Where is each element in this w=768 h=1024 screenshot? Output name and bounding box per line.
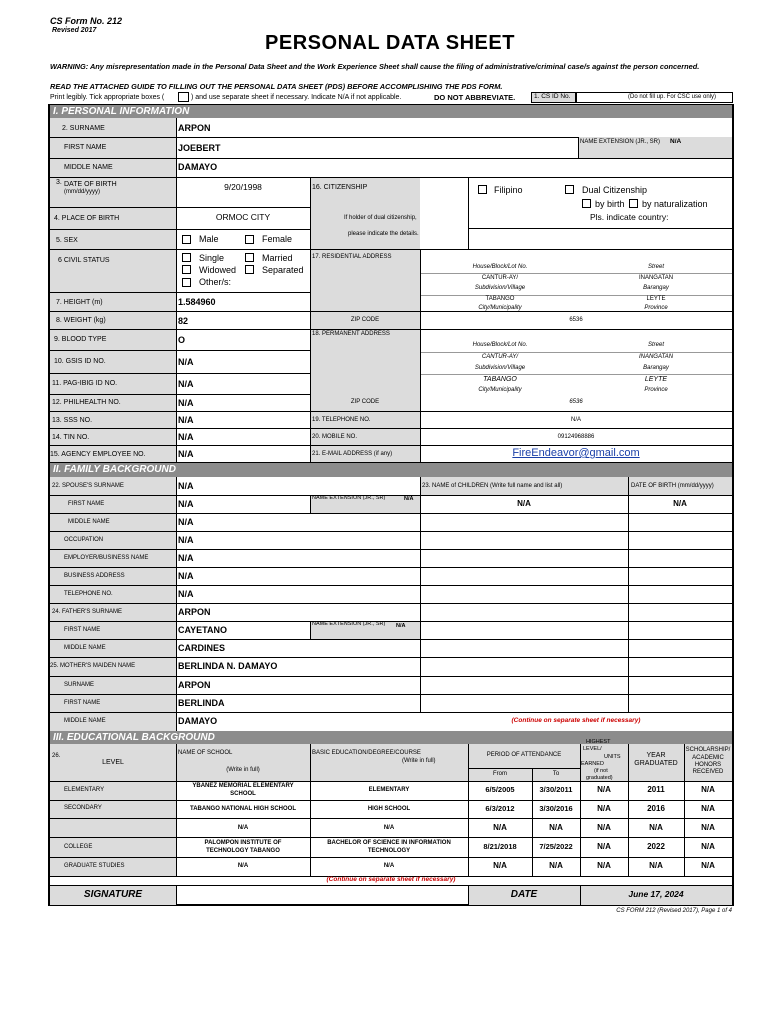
spouse-middle-label: MIDDLE NAME [68,519,110,525]
mother-maiden-label: 25. MOTHER'S MAIDEN NAME [50,663,136,669]
edu-level-graduate: GRADUATE STUDIES [64,863,125,869]
citizenship-label: 16. CITIZENSHIP [312,184,368,191]
gsis-label: 10. GSIS ID NO. [54,358,106,365]
honors-header-2: ACADEMIC [692,755,724,761]
date-value[interactable]: June 17, 2024 [628,889,684,899]
civil-single-checkbox[interactable] [182,253,191,262]
surname-label: 2. SURNAME [62,125,105,132]
name-extension-label: NAME EXTENSION (JR., SR) [580,139,661,145]
print-legibly-text: Print legibly. Tick appropriate boxes ( [50,94,165,101]
honors-header-3: HONORS [694,762,722,768]
pagibig-value[interactable]: N/A [178,379,194,389]
from-header: From [493,771,507,777]
name-extension-value[interactable]: N/A [670,138,682,145]
tin-label: 14. TIN NO. [52,434,90,441]
family-continue-note: (Continue on separate sheet if necessary) [511,717,641,724]
family-label-column [50,477,176,731]
year-header-2: GRADUATED [634,760,678,767]
children-label: 23. NAME of CHILDREN (Write full name and list all) [422,483,563,489]
spouse-ext-label: NAME EXTENSION (JR., SR) [312,495,386,501]
edu-to[interactable]: 3/30/2016 [539,804,573,813]
edu-course[interactable]: N/A [383,825,395,831]
blood-type-label: 9. BLOOD TYPE [54,336,107,343]
perm-province-label: Province [644,387,668,393]
units-header-4: EARNED [581,761,604,767]
dob-format: (mm/dd/yyyy) [64,189,100,195]
civil-others-checkbox[interactable] [182,278,191,287]
edu-year[interactable]: 2016 [647,804,665,813]
child-dob-value[interactable]: N/A [673,499,687,508]
occupation-value[interactable]: N/A [178,535,194,545]
father-first-label: FIRST NAME [64,627,101,633]
father-ext-label: NAME EXTENSION (JR., SR) [312,621,386,627]
dual-note-2: please indicate the details. [348,231,419,237]
edu-level-secondary: SECONDARY [64,805,102,811]
email-value[interactable]: FireEndeavor@gmail.com [512,447,640,459]
edu-school-line1[interactable]: YBAÑEZ MEMORIAL ELEMENTARY [192,783,294,789]
edu-from[interactable]: N/A [493,823,507,832]
business-address-value[interactable]: N/A [178,571,194,581]
occupation-label: OCCUPATION [64,537,104,543]
sex-male-checkbox[interactable] [182,235,191,244]
first-name-value[interactable]: JOEBERT [178,143,221,153]
edu-year[interactable]: 2022 [647,842,665,851]
first-name-label: FIRST NAME [64,144,107,151]
form-revision: Revised 2017 [52,27,97,34]
citizen-filipino-label: Filipino [494,185,523,195]
place-of-birth-value[interactable]: ORMOC CITY [215,212,271,222]
father-surname-value[interactable]: ARPON [178,607,211,617]
do-not-abbreviate: DO NOT ABBREVIATE. [434,93,516,102]
res-house-label: House/Block/Lot No. [472,264,528,270]
edu-from[interactable]: 8/21/2018 [483,842,517,851]
signature-field[interactable] [177,886,468,905]
education-level-column [50,781,176,876]
signature-label: SIGNATURE [83,889,143,900]
honors-header-4: RECEIVED [692,769,724,775]
edu-year[interactable]: 2011 [647,785,665,794]
edu-course-line1[interactable]: BACHELOR OF SCIENCE IN INFORMATION [327,840,451,846]
edu-units[interactable]: N/A [597,823,611,832]
tick-sample-checkbox [178,92,189,102]
citizen-by-naturalization-label: by naturalization [642,199,708,209]
perm-subdivision-label: Subdivision/Village [474,365,526,371]
mother-first-label: FIRST NAME [64,700,101,706]
weight-value[interactable]: 82 [178,316,189,326]
res-street-value[interactable]: INANGATAN [638,275,674,281]
spouse-telephone-label: TELEPHONE NO. [64,591,113,597]
edu-school-line1[interactable]: N/A [237,825,249,831]
father-surname-label: 24. FATHER'S SURNAME [52,609,123,615]
edu-to[interactable]: N/A [549,823,563,832]
mobile-value[interactable]: 09124968886 [557,434,595,440]
father-middle-value[interactable]: CARDINES [178,643,226,653]
res-barangay-label: Barangay [643,285,669,291]
height-value[interactable]: 1.584960 [178,297,216,307]
citizen-country-label: Pls. indicate country: [590,212,669,222]
period-header: PERIOD OF ATTENDANCE [486,752,562,758]
education-continue-note: (Continue on separate sheet if necessary) [326,876,456,883]
email-label: 21. E-MAIL ADDRESS (if any) [312,451,393,457]
mother-surname-label: SURNAME [64,682,95,688]
spouse-surname-label: 22. SPOUSE'S SURNAME [52,483,124,489]
edu-to[interactable]: 7/25/2022 [539,842,573,851]
res-zip-label: ZIP CODE [350,317,380,323]
res-city-label: City/Municipality [478,305,522,311]
course-header-sub: (Write in full) [402,758,436,764]
edu-school-line2[interactable]: SCHOOL [230,791,256,797]
edu-honors[interactable]: N/A [701,804,715,813]
education-number: 26. [52,753,61,759]
pagibig-label: 11. PAG-IBIG ID NO. [52,380,118,387]
res-subdivision-label: Subdivision/Village [474,285,526,291]
civil-widowed-label: Widowed [199,265,237,275]
res-city-value[interactable]: TABANGO [485,296,515,302]
residential-address-label: 17. RESIDENTIAL ADDRESS [312,254,392,260]
edu-units[interactable]: N/A [597,842,611,851]
print-legibly-text-2: ) and use separate sheet if necessary. Indicate N/A if not applicable. [191,94,402,101]
edu-school-line2[interactable]: TECHNOLOGY TABANGO [206,848,280,854]
children-dob-label: DATE OF BIRTH (mm/dd/yyyy) [631,483,714,489]
school-header-sub: (Write in full) [226,767,260,773]
section-educational-background: III. EDUCATIONAL BACKGROUND [50,731,732,744]
civil-status-label: 6 CIVIL STATUS [58,257,110,264]
civil-single-label: Single [199,253,225,263]
permanent-address-label: 18. PERMANENT ADDRESS [312,331,390,337]
edu-to[interactable]: 3/30/2011 [539,785,573,794]
perm-zip-value[interactable]: 6536 [569,399,583,405]
res-house-value[interactable]: CANTUR-AY/ [481,275,519,281]
citizen-filipino-checkbox[interactable] [478,185,487,194]
child-name-value[interactable]: N/A [517,499,531,508]
employer-label: EMPLOYER/BUSINESS NAME [64,555,149,561]
edu-year[interactable]: N/A [649,823,663,832]
edu-level-elementary: ELEMENTARY [64,787,105,793]
units-header-2: LEVEL/ [583,746,602,752]
section-family-background: II. FAMILY BACKGROUND [50,463,732,477]
edu-course[interactable]: ELEMENTARY [368,787,410,793]
tin-value[interactable]: N/A [178,432,194,442]
philhealth-value[interactable]: N/A [178,398,194,408]
business-address-label: BUSINESS ADDRESS [64,573,125,579]
perm-zip-label: ZIP CODE [350,399,380,405]
edu-units[interactable]: N/A [597,861,611,870]
year-header-1: YEAR [646,752,666,759]
date-label: DATE [510,889,538,900]
mother-surname-value[interactable]: ARPON [178,680,211,690]
perm-house-value[interactable]: CANTUR-AY/ [481,354,519,360]
agency-employee-label: 15. AGENCY EMPLOYEE NO. [50,451,146,458]
employer-value[interactable]: N/A [178,553,194,563]
edu-honors[interactable]: N/A [701,785,715,794]
mother-first-value[interactable]: BERLINDA [178,698,225,708]
place-of-birth-label: 4. PLACE OF BIRTH [54,215,120,222]
cs-id-label: 1. CS ID No. [534,93,571,100]
edu-honors[interactable]: N/A [701,842,715,851]
father-first-value[interactable]: CAYETANO [178,625,228,635]
perm-city-label: City/Municipality [478,387,522,393]
mother-middle-value[interactable]: DAMAYO [178,716,218,726]
warning-text: WARNING: Any misrepresentation made in the Personal Data Sheet and the Work Experience Sheet shall cause the filing of administrative/criminal case/s against the person concerned. [50,62,700,71]
edu-course[interactable]: N/A [383,863,395,869]
sex-female-label: Female [262,234,293,244]
csc-use-note: (Do not fill up. For CSC use only) [628,94,717,100]
edu-year[interactable]: N/A [649,861,663,870]
page-footer-note: CS FORM 212 (Revised 2017), Page 1 of 4 [616,908,732,914]
perm-street-value[interactable]: INANGATAN [638,354,674,360]
citizen-dual-checkbox[interactable] [565,185,574,194]
sex-label: 5. SEX [56,237,78,244]
units-header-5: (if not [594,768,608,774]
units-header-3: UNITS [604,754,621,760]
honors-header-1: SCHOLARSHIP/ [685,747,731,753]
units-header-6: graduated) [586,775,613,781]
spouse-first-value[interactable]: N/A [178,499,194,509]
mother-maiden-value[interactable]: BERLINDA N. DAMAYO [178,661,278,671]
page-title: PERSONAL DATA SHEET [265,32,515,54]
to-header: To [552,771,560,777]
civil-widowed-checkbox[interactable] [182,265,191,274]
res-street-label: Street [647,264,664,270]
read-guide-text: READ THE ATTACHED GUIDE TO FILLING OUT THE PERSONAL DATA SHEET (PDS) BEFORE ACCOMPLISHING THE PDS FORM. [50,82,503,91]
edu-from[interactable]: N/A [493,861,507,870]
level-header: LEVEL [102,759,124,766]
blood-type-value[interactable]: O [178,335,186,345]
res-zip-value[interactable]: 6536 [569,317,583,323]
civil-separated-label: Separated [262,265,304,275]
edu-honors[interactable]: N/A [701,823,715,832]
citizen-dual-label: Dual Citizenship [582,185,648,195]
dual-note-1: If holder of dual citizenship, [344,215,417,221]
edu-units[interactable]: N/A [597,804,611,813]
father-ext-value[interactable]: N/A [396,623,406,629]
edu-school-line1[interactable]: TABANGO NATIONAL HIGH SCHOOL [190,806,296,812]
res-province-label: Province [644,305,668,311]
edu-to[interactable]: N/A [549,861,563,870]
surname-value[interactable]: ARPON [178,123,211,133]
edu-school-line1[interactable]: PALOMPON INSTITUTE OF [204,840,282,846]
civil-separated-checkbox[interactable] [245,265,254,274]
perm-barangay-label: Barangay [643,365,669,371]
middle-name-value[interactable]: DAMAYO [178,162,218,172]
citizen-by-birth-checkbox[interactable] [582,199,591,208]
height-label: 7. HEIGHT (m) [56,299,103,306]
sss-value[interactable]: N/A [178,415,194,425]
gsis-value[interactable]: N/A [178,357,194,367]
mobile-label: 20. MOBILE NO. [312,434,358,440]
perm-city-value[interactable]: TABANGO [483,376,517,383]
edu-school-line1[interactable]: N/A [237,863,249,869]
edu-units[interactable]: N/A [597,785,611,794]
edu-course[interactable]: HIGH SCHOOL [367,806,411,812]
sex-male-label: Male [199,234,219,244]
form-number: CS Form No. 212 [50,16,123,26]
middle-name-label: MIDDLE NAME [64,164,113,171]
dob-label: DATE OF BIRTH [64,181,117,188]
citizen-by-naturalization-checkbox[interactable] [629,199,638,208]
section-personal-information: I. PERSONAL INFORMATION [50,105,732,118]
spouse-ext-value[interactable]: N/A [404,496,414,502]
telephone-value[interactable]: N/A [570,417,581,423]
res-province-value[interactable]: LEYTE [646,296,666,302]
perm-street-label: Street [647,342,664,348]
telephone-label: 19. TELEPHONE NO. [312,417,371,423]
school-header: NAME OF SCHOOL [178,750,233,756]
philhealth-label: 12. PHILHEALTH NO. [52,399,121,406]
spouse-first-label: FIRST NAME [68,501,105,507]
sex-female-checkbox[interactable] [245,235,254,244]
spouse-middle-value[interactable]: N/A [178,517,194,527]
mother-middle-label: MIDDLE NAME [64,718,106,724]
course-header: BASIC EDUCATION/DEGREE/COURSE [312,750,421,756]
sss-label: 13. SSS NO. [52,417,93,424]
edu-course-line2[interactable]: TECHNOLOGY [367,848,411,854]
perm-province-value[interactable]: LEYTE [644,376,668,383]
citizen-by-birth-label: by birth [595,199,625,209]
agency-employee-value[interactable]: N/A [178,449,194,459]
perm-house-label: House/Block/Lot No. [472,342,528,348]
edu-from[interactable]: 6/3/2012 [485,804,515,813]
dob-number: 3. [56,179,62,186]
civil-married-checkbox[interactable] [245,253,254,262]
civil-married-label: Married [262,253,293,263]
dob-value[interactable]: 9/20/1998 [224,182,262,192]
civil-others-label: Other/s: [199,277,232,287]
edu-from[interactable]: 6/5/2005 [485,785,515,794]
weight-label: 8. WEIGHT (kg) [56,317,106,324]
edu-honors[interactable]: N/A [701,861,715,870]
units-header-1: HIGHEST [586,739,611,745]
spouse-surname-value[interactable]: N/A [178,481,194,491]
edu-level-college: COLLEGE [64,844,93,850]
father-middle-label: MIDDLE NAME [64,645,106,651]
spouse-telephone-value[interactable]: N/A [178,589,194,599]
